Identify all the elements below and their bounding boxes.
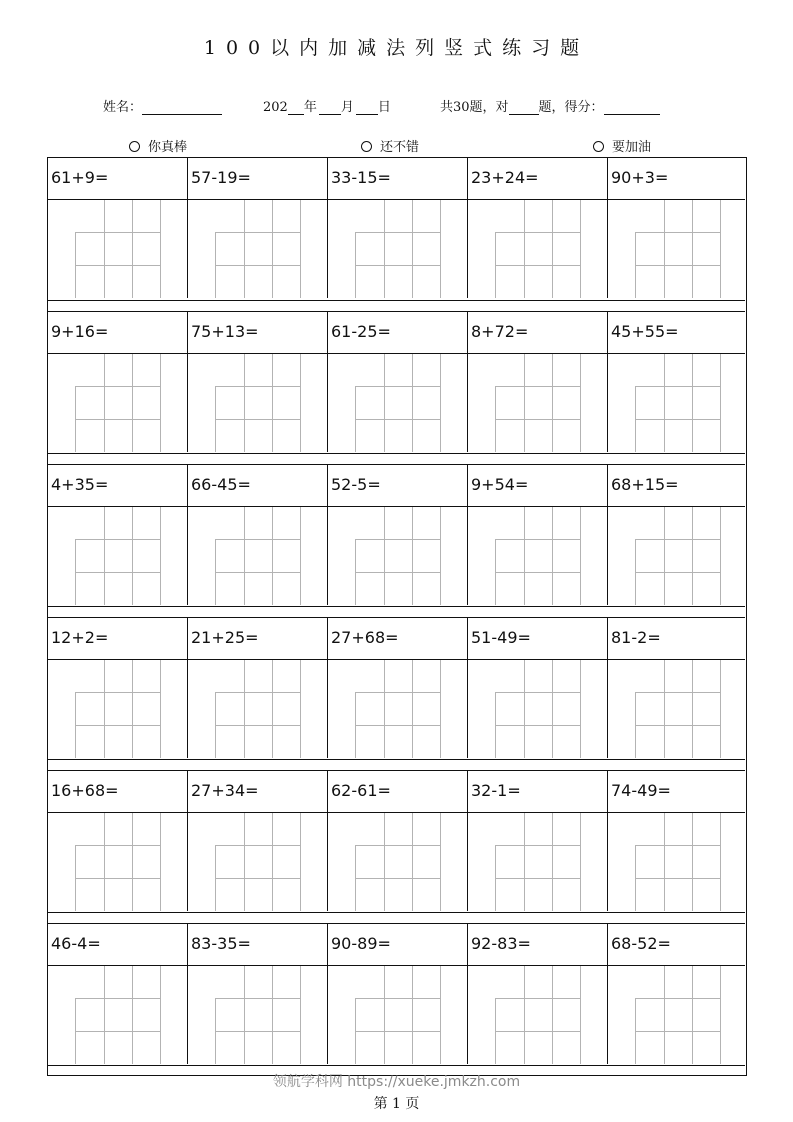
grid-column-line: [132, 200, 133, 298]
grid-column-line: [664, 200, 665, 298]
problem-cell[interactable]: [608, 618, 745, 758]
correct-suffix: 题，得分：: [538, 100, 604, 115]
vertical-calc-grid[interactable]: [635, 507, 721, 605]
grid-column-line: [692, 660, 693, 758]
date-field[interactable]: [263, 96, 391, 115]
footer-site: 领航学科网 https://xueke.jmkzh.com: [272, 1074, 521, 1090]
vertical-calc-grid[interactable]: [215, 966, 301, 1064]
problem-cell[interactable]: [328, 924, 468, 1064]
problem-cell[interactable]: [608, 924, 745, 1064]
grid-column-line: [244, 660, 245, 758]
grid-column-line: [272, 813, 273, 911]
grid-column-line: [384, 200, 385, 298]
grid-row-line: [635, 386, 721, 387]
grid-column-line: [552, 200, 553, 298]
problem-cell[interactable]: [468, 312, 608, 452]
grid-column-line: [692, 507, 693, 605]
grid-column-line: [132, 507, 133, 605]
grid-column-line: [664, 660, 665, 758]
grid-column-line: [160, 354, 161, 452]
grid-column-line: [720, 660, 721, 758]
problem-expression: 66-45=: [191, 475, 251, 494]
grid-column-line: [692, 966, 693, 1064]
circle-icon: [593, 141, 604, 152]
problem-expression: 83-35=: [191, 934, 251, 953]
problem-cell[interactable]: [48, 924, 188, 1064]
grid-row-line: [355, 572, 441, 573]
grid-row-line: [75, 419, 161, 420]
grid-column-line: [160, 966, 161, 1064]
grid-row-line: [355, 725, 441, 726]
year-prefix: 202: [263, 100, 288, 115]
circle-icon: [129, 141, 140, 152]
grid-row-line: [75, 265, 161, 266]
problem-cell[interactable]: [468, 465, 608, 605]
grid-column-line: [104, 507, 105, 605]
problem-cell[interactable]: [608, 465, 745, 605]
problem-expression: 23+24=: [471, 168, 539, 187]
vertical-calc-grid[interactable]: [635, 200, 721, 298]
grid-row-line: [355, 878, 441, 879]
grid-row-line: [355, 1031, 441, 1032]
grid-column-line: [440, 813, 441, 911]
grid-row-line: [215, 725, 301, 726]
problem-expression: 61-25=: [331, 322, 391, 341]
problem-cell[interactable]: [48, 158, 188, 298]
vertical-calc-grid[interactable]: [355, 966, 441, 1064]
grid-column-line: [104, 966, 105, 1064]
name-blank[interactable]: [142, 100, 222, 115]
grid-row-line: [495, 845, 581, 846]
grid-column-line: [132, 966, 133, 1064]
grid-column-line: [384, 660, 385, 758]
vertical-calc-grid[interactable]: [495, 507, 581, 605]
problem-expression: 9+54=: [471, 475, 529, 494]
grid-column-line: [272, 200, 273, 298]
grid-column-line: [440, 660, 441, 758]
vertical-calc-grid[interactable]: [215, 660, 301, 758]
rating-label: 还不错: [380, 140, 420, 155]
day-label: 日: [377, 100, 391, 115]
problem-cell[interactable]: [608, 771, 745, 911]
rating-label: 你真棒: [148, 140, 188, 155]
problem-expression: 8+72=: [471, 322, 529, 341]
grid-column-line: [300, 966, 301, 1064]
problem-cell[interactable]: [48, 771, 188, 911]
grid-column-line: [412, 813, 413, 911]
grid-column-line: [664, 966, 665, 1064]
problem-row: [48, 617, 745, 760]
vertical-calc-grid[interactable]: [495, 813, 581, 911]
grid-row-line: [75, 692, 161, 693]
vertical-calc-grid[interactable]: [355, 660, 441, 758]
problem-expression: 27+34=: [191, 781, 259, 800]
grid-column-line: [132, 660, 133, 758]
problem-expression: 57-19=: [191, 168, 251, 187]
grid-row-line: [495, 878, 581, 879]
grid-column-line: [104, 200, 105, 298]
grid-row-line: [215, 386, 301, 387]
grid-column-line: [692, 813, 693, 911]
grid-column-line: [552, 966, 553, 1064]
grid-column-line: [720, 813, 721, 911]
grid-column-line: [412, 507, 413, 605]
vertical-calc-grid[interactable]: [215, 200, 301, 298]
problem-expression: 21+25=: [191, 628, 259, 647]
grid-row-line: [495, 419, 581, 420]
problem-expression: 27+68=: [331, 628, 399, 647]
problem-expression: 61+9=: [51, 168, 109, 187]
grid-row-line: [75, 1031, 161, 1032]
month-blank[interactable]: [319, 100, 341, 115]
vertical-calc-grid[interactable]: [635, 660, 721, 758]
grid-row-line: [635, 845, 721, 846]
problem-expression: 90-89=: [331, 934, 391, 953]
grid-column-line: [440, 200, 441, 298]
page-number: 第 1 页: [373, 1096, 420, 1112]
problem-expression: 74-49=: [611, 781, 671, 800]
grid-column-line: [580, 507, 581, 605]
grid-row-line: [355, 998, 441, 999]
grid-row-line: [355, 539, 441, 540]
name-field[interactable]: [103, 96, 222, 115]
problem-cell[interactable]: [328, 771, 468, 911]
problem-cell[interactable]: [328, 618, 468, 758]
year-label: 年: [303, 100, 317, 115]
grid-column-line: [160, 813, 161, 911]
problem-cell[interactable]: [188, 771, 328, 911]
vertical-calc-grid[interactable]: [355, 354, 441, 452]
score-blank[interactable]: [604, 100, 660, 115]
rating-option-try-harder[interactable]: [593, 136, 651, 155]
vertical-calc-grid[interactable]: [635, 813, 721, 911]
problem-expression: 51-49=: [471, 628, 531, 647]
vertical-calc-grid[interactable]: [75, 966, 161, 1064]
grid-row-line: [75, 998, 161, 999]
vertical-calc-grid[interactable]: [495, 354, 581, 452]
grid-row-line: [495, 265, 581, 266]
problem-cell[interactable]: [188, 618, 328, 758]
grid-column-line: [580, 200, 581, 298]
problem-cell[interactable]: [608, 312, 745, 452]
grid-column-line: [272, 660, 273, 758]
problem-expression: 92-83=: [471, 934, 531, 953]
vertical-calc-grid[interactable]: [75, 660, 161, 758]
grid-row-line: [75, 572, 161, 573]
grid-column-line: [664, 354, 665, 452]
problem-cell[interactable]: [188, 924, 328, 1064]
problem-cell[interactable]: [48, 618, 188, 758]
vertical-calc-grid[interactable]: [495, 200, 581, 298]
grid-row-line: [635, 265, 721, 266]
grid-column-line: [580, 660, 581, 758]
grid-row-line: [495, 998, 581, 999]
grid-row-line: [635, 998, 721, 999]
grid-column-line: [412, 966, 413, 1064]
vertical-calc-grid[interactable]: [215, 354, 301, 452]
grid-row-line: [215, 232, 301, 233]
grid-row-line: [635, 878, 721, 879]
problem-expression: 68+15=: [611, 475, 679, 494]
grid-column-line: [132, 813, 133, 911]
grid-row-line: [635, 572, 721, 573]
grid-column-line: [244, 507, 245, 605]
grid-row-line: [355, 845, 441, 846]
problem-cell[interactable]: [328, 465, 468, 605]
vertical-calc-grid[interactable]: [355, 813, 441, 911]
grid-column-line: [272, 507, 273, 605]
grid-column-line: [272, 354, 273, 452]
rating-option-great[interactable]: [129, 136, 187, 155]
problem-cell[interactable]: [608, 158, 745, 298]
vertical-calc-grid[interactable]: [495, 966, 581, 1064]
grid-column-line: [244, 200, 245, 298]
problem-cell[interactable]: [468, 618, 608, 758]
grid-column-line: [104, 660, 105, 758]
grid-row-line: [215, 539, 301, 540]
problem-row: [48, 770, 745, 913]
grid-column-line: [524, 354, 525, 452]
vertical-calc-grid[interactable]: [215, 813, 301, 911]
grid-row-line: [215, 845, 301, 846]
problem-cell[interactable]: [328, 312, 468, 452]
grid-column-line: [244, 813, 245, 911]
score-field[interactable]: [440, 96, 660, 115]
grid-row-line: [635, 1031, 721, 1032]
vertical-calc-grid[interactable]: [75, 507, 161, 605]
problem-cell[interactable]: [468, 771, 608, 911]
problem-grid: [47, 157, 747, 1076]
grid-column-line: [524, 813, 525, 911]
grid-column-line: [244, 354, 245, 452]
problem-cell[interactable]: [468, 924, 608, 1064]
problem-row: [48, 464, 745, 607]
grid-column-line: [580, 966, 581, 1064]
vertical-calc-grid[interactable]: [495, 660, 581, 758]
grid-column-line: [300, 813, 301, 911]
problem-row: [48, 158, 745, 301]
grid-column-line: [384, 966, 385, 1064]
problem-cell[interactable]: [468, 158, 608, 298]
grid-row-line: [355, 419, 441, 420]
grid-column-line: [440, 354, 441, 452]
grid-column-line: [524, 966, 525, 1064]
problem-expression: 4+35=: [51, 475, 109, 494]
grid-column-line: [720, 200, 721, 298]
grid-column-line: [580, 813, 581, 911]
vertical-calc-grid[interactable]: [75, 813, 161, 911]
grid-row-line: [215, 572, 301, 573]
name-label: 姓名：: [103, 100, 143, 115]
grid-column-line: [160, 200, 161, 298]
grid-column-line: [412, 200, 413, 298]
grid-column-line: [524, 507, 525, 605]
problem-cell[interactable]: [48, 465, 188, 605]
grid-row-line: [75, 878, 161, 879]
problem-expression: 45+55=: [611, 322, 679, 341]
grid-row-line: [635, 539, 721, 540]
grid-column-line: [664, 813, 665, 911]
grid-column-line: [412, 660, 413, 758]
grid-row-line: [75, 725, 161, 726]
grid-column-line: [552, 813, 553, 911]
problem-expression: 9+16=: [51, 322, 109, 341]
problem-row: [48, 311, 745, 454]
grid-row-line: [215, 692, 301, 693]
grid-row-line: [355, 386, 441, 387]
circle-icon: [361, 141, 372, 152]
grid-column-line: [160, 660, 161, 758]
grid-row-line: [495, 232, 581, 233]
grid-column-line: [412, 354, 413, 452]
grid-column-line: [104, 813, 105, 911]
grid-row-line: [635, 419, 721, 420]
month-label: 月: [340, 100, 354, 115]
grid-row-line: [635, 725, 721, 726]
worksheet-title: 100以内加减法列竖式练习题: [203, 37, 590, 59]
grid-row-line: [355, 265, 441, 266]
grid-column-line: [720, 507, 721, 605]
problem-cell[interactable]: [328, 158, 468, 298]
grid-row-line: [75, 845, 161, 846]
problem-expression: 32-1=: [471, 781, 521, 800]
rating-option-good[interactable]: [361, 136, 419, 155]
grid-column-line: [440, 507, 441, 605]
grid-row-line: [495, 1031, 581, 1032]
grid-column-line: [524, 200, 525, 298]
grid-column-line: [720, 966, 721, 1064]
vertical-calc-grid[interactable]: [75, 354, 161, 452]
problem-expression: 12+2=: [51, 628, 109, 647]
grid-row-line: [215, 878, 301, 879]
grid-column-line: [300, 200, 301, 298]
grid-row-line: [75, 539, 161, 540]
correct-blank[interactable]: [509, 100, 539, 115]
grid-column-line: [104, 354, 105, 452]
problem-expression: 16+68=: [51, 781, 119, 800]
grid-column-line: [552, 354, 553, 452]
grid-row-line: [635, 232, 721, 233]
grid-row-line: [215, 419, 301, 420]
year-blank[interactable]: [288, 100, 304, 115]
vertical-calc-grid[interactable]: [635, 966, 721, 1064]
grid-row-line: [495, 725, 581, 726]
grid-column-line: [664, 507, 665, 605]
grid-column-line: [132, 354, 133, 452]
grid-column-line: [692, 354, 693, 452]
problem-expression: 90+3=: [611, 168, 669, 187]
problem-cell[interactable]: [188, 465, 328, 605]
grid-column-line: [524, 660, 525, 758]
grid-row-line: [215, 998, 301, 999]
grid-column-line: [300, 354, 301, 452]
grid-column-line: [552, 507, 553, 605]
grid-column-line: [720, 354, 721, 452]
problem-expression: 75+13=: [191, 322, 259, 341]
day-blank[interactable]: [356, 100, 378, 115]
grid-column-line: [272, 966, 273, 1064]
grid-column-line: [692, 200, 693, 298]
grid-column-line: [300, 660, 301, 758]
grid-row-line: [495, 572, 581, 573]
problem-expression: 68-52=: [611, 934, 671, 953]
grid-column-line: [244, 966, 245, 1064]
problem-expression: 52-5=: [331, 475, 381, 494]
grid-row-line: [75, 232, 161, 233]
grid-column-line: [384, 813, 385, 911]
vertical-calc-grid[interactable]: [75, 200, 161, 298]
grid-column-line: [440, 966, 441, 1064]
grid-row-line: [215, 265, 301, 266]
grid-row-line: [215, 1031, 301, 1032]
rating-label: 要加油: [612, 140, 652, 155]
grid-row-line: [495, 692, 581, 693]
grid-column-line: [300, 507, 301, 605]
grid-column-line: [580, 354, 581, 452]
vertical-calc-grid[interactable]: [635, 354, 721, 452]
total-label: 共30题，对: [440, 100, 509, 115]
grid-column-line: [160, 507, 161, 605]
grid-column-line: [384, 354, 385, 452]
problem-cell[interactable]: [48, 312, 188, 452]
problem-cell[interactable]: [188, 158, 328, 298]
grid-row-line: [495, 386, 581, 387]
grid-row-line: [635, 692, 721, 693]
vertical-calc-grid[interactable]: [215, 507, 301, 605]
problem-row: [48, 923, 745, 1066]
problem-expression: 62-61=: [331, 781, 391, 800]
vertical-calc-grid[interactable]: [355, 507, 441, 605]
vertical-calc-grid[interactable]: [355, 200, 441, 298]
problem-cell[interactable]: [188, 312, 328, 452]
grid-column-line: [384, 507, 385, 605]
grid-row-line: [75, 386, 161, 387]
grid-row-line: [355, 232, 441, 233]
problem-expression: 33-15=: [331, 168, 391, 187]
problem-expression: 81-2=: [611, 628, 661, 647]
grid-row-line: [495, 539, 581, 540]
problem-expression: 46-4=: [51, 934, 101, 953]
grid-row-line: [355, 692, 441, 693]
grid-column-line: [552, 660, 553, 758]
